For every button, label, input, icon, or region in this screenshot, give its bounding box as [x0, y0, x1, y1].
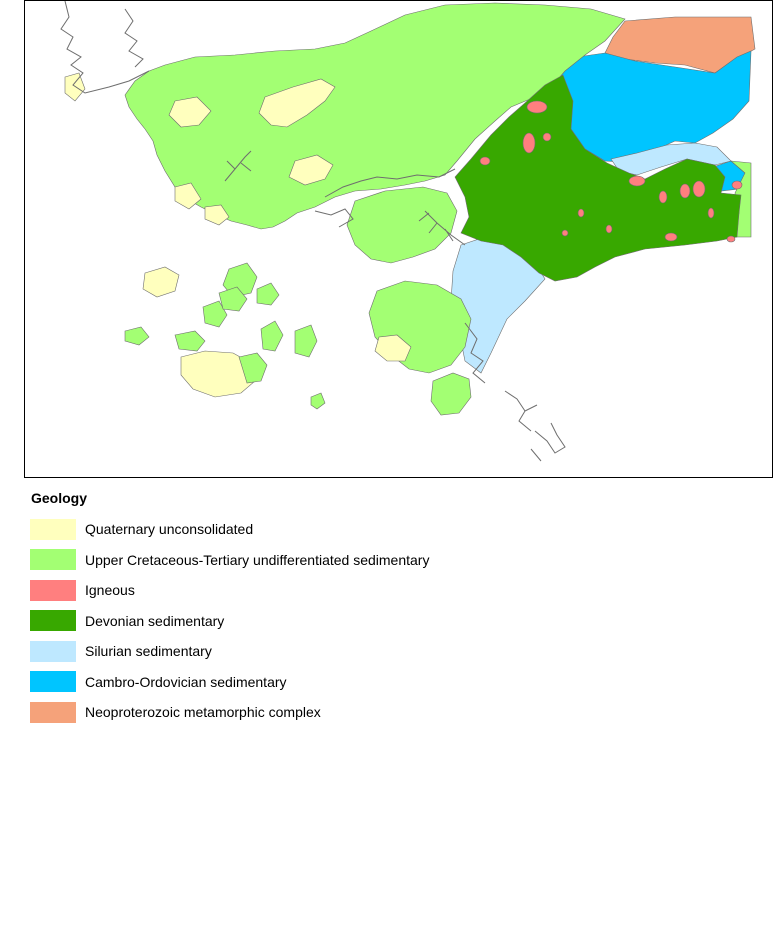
map-canvas: [25, 1, 773, 478]
map-legend: [30, 489, 730, 728]
igneous-unit: [523, 133, 535, 153]
legend-swatch: [30, 702, 76, 723]
igneous-unit: [693, 181, 705, 197]
legend-swatch: [30, 580, 76, 601]
coastline: [125, 9, 143, 67]
igneous-unit: [680, 184, 690, 198]
legend-label: Devonian sedimentary: [85, 612, 225, 629]
legend-label: Silurian sedimentary: [85, 643, 212, 660]
igneous-unit: [480, 157, 490, 165]
quaternary-unit: [65, 73, 85, 101]
igneous-unit: [606, 225, 612, 233]
island: [143, 267, 179, 297]
island: [431, 373, 471, 415]
igneous-unit: [562, 230, 568, 236]
island: [257, 283, 279, 305]
legend-item-silurian: [30, 636, 730, 667]
coastal-islands: [125, 187, 471, 415]
igneous-unit: [732, 181, 742, 189]
legend-items: [30, 514, 730, 728]
igneous-unit: [659, 191, 667, 203]
legend-label: Cambro-Ordovician sedimentary: [85, 673, 287, 690]
legend-label: Upper Cretaceous-Tertiary undifferentiated sedimentary: [85, 551, 430, 568]
igneous-unit: [665, 233, 677, 241]
island: [347, 187, 457, 263]
legend-swatch: [30, 671, 76, 692]
legend-item-neoproterozoic: [30, 697, 730, 728]
legend-title: Geology: [31, 490, 88, 506]
igneous-unit: [527, 101, 547, 113]
legend-swatch: [30, 610, 76, 631]
legend-swatch: [30, 519, 76, 540]
island: [311, 393, 325, 409]
island: [261, 321, 283, 351]
cambro-ordovician-unit: [559, 51, 751, 163]
igneous-unit: [578, 209, 584, 217]
legend-item-cretaceous-tertiary: [30, 545, 730, 576]
igneous-unit: [543, 133, 551, 141]
geology-map: [24, 0, 773, 478]
legend-item-cambro-ordovician: [30, 667, 730, 698]
island: [175, 331, 205, 351]
igneous-unit: [629, 176, 645, 186]
legend-swatch: [30, 641, 76, 662]
legend-item-devonian: [30, 606, 730, 637]
legend-swatch: [30, 549, 76, 570]
igneous-unit: [708, 208, 714, 218]
river: [531, 423, 565, 461]
island: [125, 327, 149, 345]
legend-item-igneous: [30, 575, 730, 606]
island: [295, 325, 317, 357]
legend-label: Neoproterozoic metamorphic complex: [85, 704, 321, 721]
river: [505, 391, 537, 431]
legend-item-quaternary: [30, 514, 730, 545]
legend-label: Igneous: [85, 582, 135, 599]
legend-label: Quaternary unconsolidated: [85, 521, 254, 538]
igneous-unit: [727, 236, 735, 242]
